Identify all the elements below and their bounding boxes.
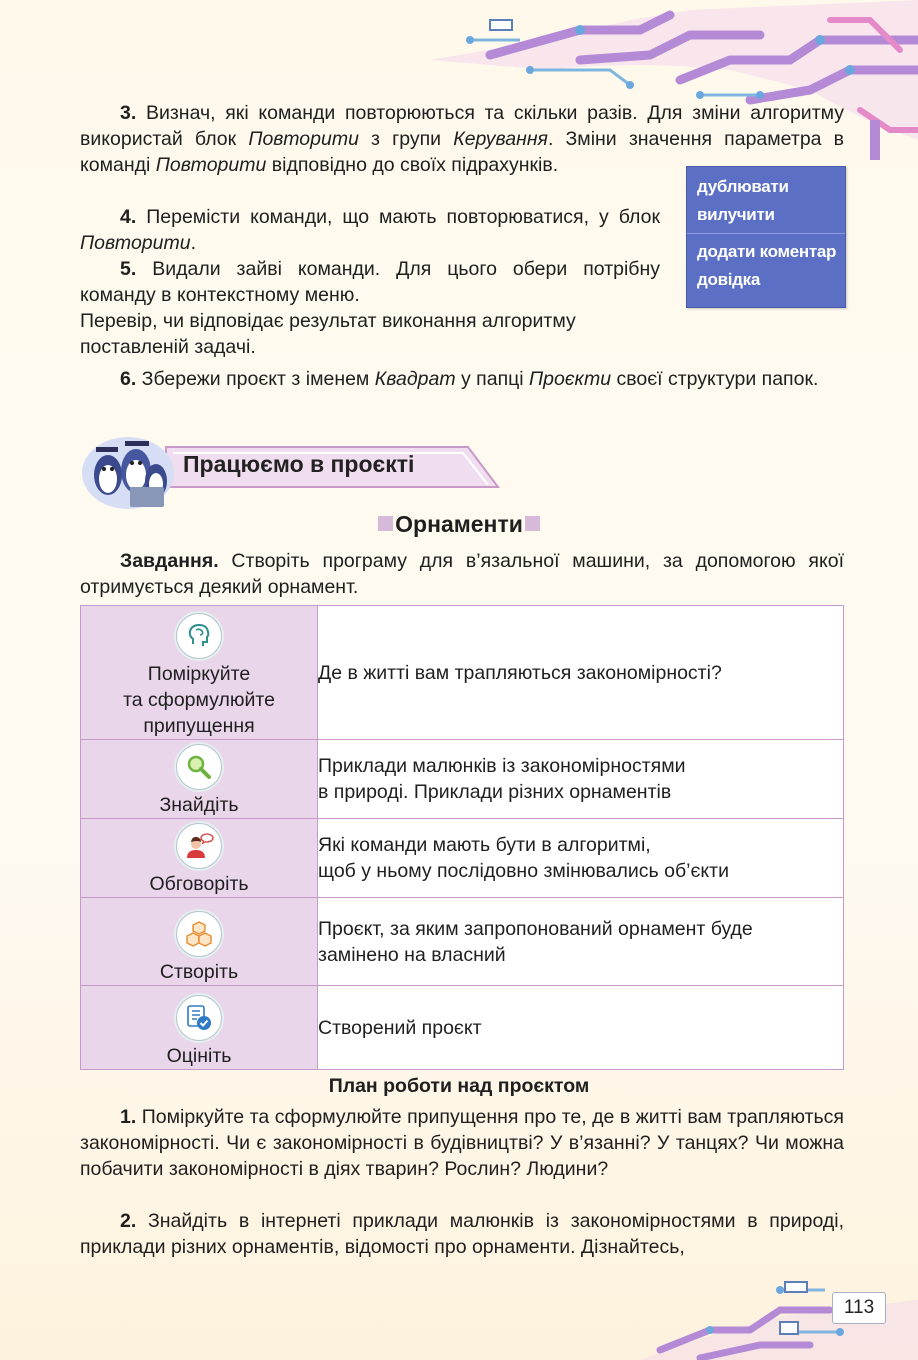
brain-icon (176, 613, 222, 659)
step-number: 2. (120, 1210, 137, 1232)
menu-separator (687, 233, 845, 234)
table-step-cell (81, 986, 318, 1070)
task-paragraph (80, 548, 844, 600)
table-description-cell (318, 819, 844, 898)
text-span: Створіть програму для в’язальної машини, за допомогою якої отримується деякий орнамент. (80, 550, 844, 598)
step-5-paragraph (80, 256, 660, 308)
step-label: припущення (143, 715, 255, 737)
italic-term: Повторити (248, 128, 359, 150)
plan-title: План роботи над проєктом (328, 1075, 590, 1097)
table-step-cell (81, 898, 318, 986)
table-description-cell: Створений проєкт (318, 986, 844, 1070)
project-header-title: Працюємо в проєкті (183, 451, 415, 477)
step-label: Поміркуйте (147, 663, 251, 685)
checklist-icon (176, 995, 222, 1041)
italic-term: Повторити (80, 232, 191, 254)
table-description-cell: Де в житті вам трапляються закономірності? (318, 606, 844, 740)
cubes-icon (176, 911, 222, 957)
text-span: Перемісти команди, що мають повторюватися, у блок (136, 206, 660, 228)
magnifier-icon (176, 744, 222, 790)
plan-step-2 (80, 1208, 844, 1260)
step-number: 4. (120, 206, 137, 228)
table-row (81, 819, 844, 898)
title-marker-square (378, 516, 393, 531)
step-4-paragraph (80, 204, 660, 256)
text-span: Поміркуйте та сформулюйте припущення про те, де в житті вам трапляються закономірності. Чи є закономірності в будівництві? У в’язанні? У танцях? Чи можна побачити закономірності в діях тварин? Рослин? Людини? (80, 1106, 844, 1180)
step-label: Знайдіть (159, 794, 239, 816)
text-span: відповідно до своїх підрахунків. (266, 154, 559, 176)
italic-term: Керування (453, 128, 548, 150)
text-span: Видали зайві команди. Для цього обери потрібну команду в контекстному меню. (80, 258, 660, 306)
description-line: Які команди мають бути в алгоритмі, (318, 834, 651, 856)
step-number: 1. (120, 1106, 137, 1128)
description-line: замінено на власний (318, 944, 506, 966)
discussion-icon (176, 823, 222, 869)
description-line: Приклади малюнків із закономірностями (318, 755, 686, 777)
step-number: 6. (120, 368, 137, 390)
section-title-text: Орнаменти (395, 511, 523, 537)
section-title (0, 511, 918, 538)
italic-term: Повторити (155, 154, 267, 176)
description-line: в природі. Приклади різних орнаментів (318, 781, 672, 803)
table-step-cell (81, 606, 318, 740)
step-label: та сформулюйте (123, 689, 275, 711)
italic-term: Проєкти (529, 368, 612, 390)
table-row (81, 898, 844, 986)
step-label: Створіть (159, 961, 239, 983)
table-row (81, 986, 844, 1070)
menu-item-add-comment[interactable]: додати коментар (697, 242, 837, 261)
table-step-cell (81, 819, 318, 898)
task-label: Завдання. (120, 550, 219, 572)
step-number: 5. (120, 258, 137, 280)
step-number: 3. (120, 102, 137, 124)
table-row (81, 740, 844, 819)
menu-item-help[interactable]: довідка (697, 270, 761, 289)
text-span: Знайдіть в інтернеті приклади малюнків із закономірностями в природі, приклади різних орнаментів, відомості про орнаменти. Дізнайтесь, (80, 1210, 844, 1258)
text-span: . Зміни значення параметра в команді (80, 128, 844, 176)
menu-item-delete[interactable]: вилучити (697, 205, 775, 224)
menu-item-duplicate[interactable]: дублювати (697, 177, 789, 196)
page-number: 113 (832, 1292, 886, 1324)
table-description-cell (318, 898, 844, 986)
text-span: у папці (455, 368, 530, 390)
project-steps-table (80, 605, 844, 1070)
text-span: з групи (358, 128, 454, 150)
description-line: Проєкт, за яким запропонований орнамент буде (318, 918, 753, 940)
penguins-icon (78, 425, 178, 511)
plan-step-1 (80, 1104, 844, 1182)
description-line: щоб у ньому послідовно змінювались об’єкти (318, 860, 729, 882)
project-section-header (78, 425, 508, 511)
step-label: Оцініть (166, 1045, 232, 1067)
step-label: Обговоріть (149, 873, 249, 895)
table-row (81, 606, 844, 740)
text-span: Визнач, які команди повторюються та скільки разів. Для зміни алгоритму використай блок (80, 102, 844, 150)
step-6-paragraph (80, 366, 844, 392)
context-menu (686, 166, 846, 308)
text-span: . (190, 232, 197, 254)
text-span: Збережи проєкт з іменем (136, 368, 375, 390)
check-paragraph: Перевір, чи відповідає результат виконання алгоритму поставленій задачі. (80, 310, 576, 358)
italic-term: Квадрат (374, 368, 456, 390)
table-step-cell (81, 740, 318, 819)
text-span: своєї структури папок. (611, 368, 819, 390)
title-marker-square (525, 516, 540, 531)
table-description-cell (318, 740, 844, 819)
